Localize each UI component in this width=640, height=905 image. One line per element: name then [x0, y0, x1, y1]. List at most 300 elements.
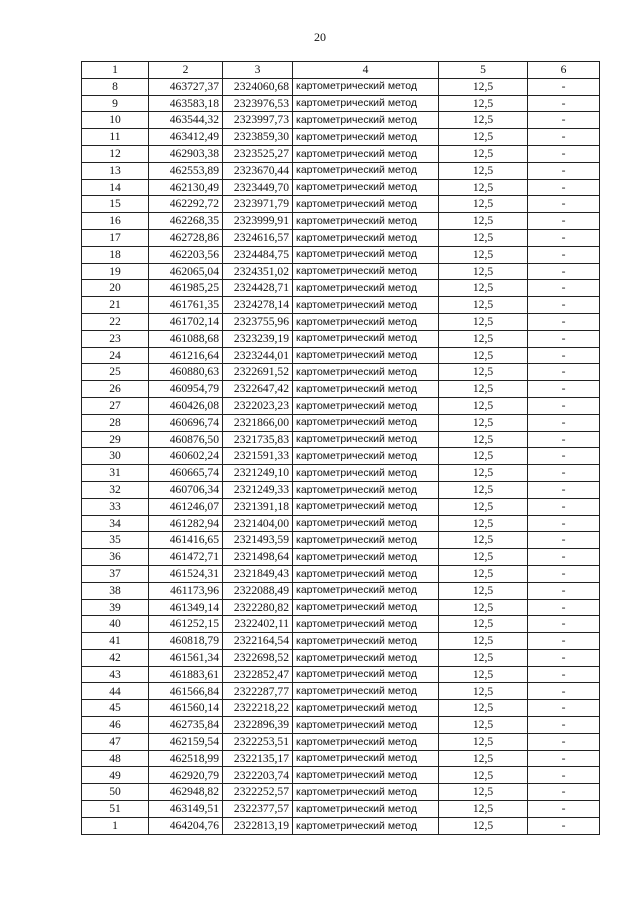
- method-cell: картометрический метод: [293, 784, 439, 801]
- table-row: [82, 515, 600, 532]
- accuracy-cell: 12,5: [439, 78, 528, 95]
- note-cell: -: [528, 565, 600, 582]
- point-number-cell: 45: [82, 700, 149, 717]
- point-number-cell: 25: [82, 364, 149, 381]
- method-cell: картометрический метод: [293, 582, 439, 599]
- y-coordinate-cell: 2322088,49: [223, 582, 293, 599]
- note-cell: -: [528, 817, 600, 834]
- note-cell: -: [528, 129, 600, 146]
- y-coordinate-cell: 2322691,52: [223, 364, 293, 381]
- note-cell: -: [528, 532, 600, 549]
- point-number-cell: 49: [82, 767, 149, 784]
- note-cell: -: [528, 95, 600, 112]
- accuracy-cell: 12,5: [439, 330, 528, 347]
- accuracy-cell: 12,5: [439, 599, 528, 616]
- accuracy-cell: 12,5: [439, 229, 528, 246]
- y-coordinate-cell: 2322203,74: [223, 767, 293, 784]
- method-cell: картометрический метод: [293, 498, 439, 515]
- accuracy-cell: 12,5: [439, 263, 528, 280]
- point-number-cell: 51: [82, 801, 149, 818]
- y-coordinate-cell: 2323244,01: [223, 347, 293, 364]
- method-cell: картометрический метод: [293, 683, 439, 700]
- method-cell: картометрический метод: [293, 347, 439, 364]
- y-coordinate-cell: 2322698,52: [223, 649, 293, 666]
- note-cell: -: [528, 700, 600, 717]
- table-row: [82, 750, 600, 767]
- method-cell: картометрический метод: [293, 297, 439, 314]
- point-number-cell: 26: [82, 381, 149, 398]
- accuracy-cell: 12,5: [439, 565, 528, 582]
- note-cell: -: [528, 717, 600, 734]
- y-coordinate-cell: 2321735,83: [223, 431, 293, 448]
- accuracy-cell: 12,5: [439, 95, 528, 112]
- point-number-cell: 30: [82, 448, 149, 465]
- x-coordinate-cell: 461566,84: [149, 683, 223, 700]
- method-cell: картометрический метод: [293, 213, 439, 230]
- y-coordinate-cell: 2322813,19: [223, 817, 293, 834]
- x-coordinate-cell: 460696,74: [149, 414, 223, 431]
- x-coordinate-cell: 462159,54: [149, 733, 223, 750]
- y-coordinate-cell: 2321591,33: [223, 448, 293, 465]
- accuracy-cell: 12,5: [439, 750, 528, 767]
- table-row: [82, 414, 600, 431]
- point-number-cell: 20: [82, 280, 149, 297]
- accuracy-cell: 12,5: [439, 717, 528, 734]
- point-number-cell: 12: [82, 145, 149, 162]
- y-coordinate-cell: 2322218,22: [223, 700, 293, 717]
- header-col-1: 1: [82, 62, 149, 79]
- accuracy-cell: 12,5: [439, 313, 528, 330]
- point-number-cell: 9: [82, 95, 149, 112]
- note-cell: -: [528, 364, 600, 381]
- x-coordinate-cell: 462292,72: [149, 196, 223, 213]
- note-cell: -: [528, 347, 600, 364]
- page-number: 20: [314, 30, 326, 44]
- table-row: [82, 196, 600, 213]
- accuracy-cell: 12,5: [439, 801, 528, 818]
- y-coordinate-cell: 2321391,18: [223, 498, 293, 515]
- note-cell: -: [528, 733, 600, 750]
- table-row: [82, 431, 600, 448]
- note-cell: -: [528, 414, 600, 431]
- x-coordinate-cell: 460602,24: [149, 448, 223, 465]
- x-coordinate-cell: 460880,63: [149, 364, 223, 381]
- table-row: [82, 801, 600, 818]
- point-number-cell: 27: [82, 397, 149, 414]
- method-cell: картометрический метод: [293, 465, 439, 482]
- y-coordinate-cell: 2323525,27: [223, 145, 293, 162]
- method-cell: картометрический метод: [293, 229, 439, 246]
- y-coordinate-cell: 2321404,00: [223, 515, 293, 532]
- table-row: [82, 129, 600, 146]
- point-number-cell: 23: [82, 330, 149, 347]
- y-coordinate-cell: 2322896,39: [223, 717, 293, 734]
- y-coordinate-cell: 2321249,33: [223, 481, 293, 498]
- note-cell: -: [528, 616, 600, 633]
- table-row: [82, 582, 600, 599]
- y-coordinate-cell: 2322280,82: [223, 599, 293, 616]
- y-coordinate-cell: 2322023,23: [223, 397, 293, 414]
- method-cell: картометрический метод: [293, 263, 439, 280]
- x-coordinate-cell: 462518,99: [149, 750, 223, 767]
- x-coordinate-cell: 464204,76: [149, 817, 223, 834]
- x-coordinate-cell: 463583,18: [149, 95, 223, 112]
- point-number-cell: 35: [82, 532, 149, 549]
- y-coordinate-cell: 2324484,75: [223, 246, 293, 263]
- method-cell: картометрический метод: [293, 649, 439, 666]
- header-col-4: 4: [293, 62, 439, 79]
- point-number-cell: 46: [82, 717, 149, 734]
- note-cell: -: [528, 246, 600, 263]
- point-number-cell: 18: [82, 246, 149, 263]
- table-row: [82, 817, 600, 834]
- method-cell: картометрический метод: [293, 599, 439, 616]
- x-coordinate-cell: 461173,96: [149, 582, 223, 599]
- note-cell: -: [528, 666, 600, 683]
- x-coordinate-cell: 461282,94: [149, 515, 223, 532]
- accuracy-cell: 12,5: [439, 465, 528, 482]
- note-cell: -: [528, 633, 600, 650]
- note-cell: -: [528, 582, 600, 599]
- method-cell: картометрический метод: [293, 750, 439, 767]
- point-number-cell: 24: [82, 347, 149, 364]
- table-row: [82, 78, 600, 95]
- accuracy-cell: 12,5: [439, 129, 528, 146]
- x-coordinate-cell: 460426,08: [149, 397, 223, 414]
- table-row: [82, 381, 600, 398]
- table-row: [82, 397, 600, 414]
- y-coordinate-cell: 2322377,57: [223, 801, 293, 818]
- header-col-6: 6: [528, 62, 600, 79]
- note-cell: -: [528, 750, 600, 767]
- accuracy-cell: 12,5: [439, 784, 528, 801]
- table-row: [82, 784, 600, 801]
- table-row: [82, 481, 600, 498]
- x-coordinate-cell: 462903,38: [149, 145, 223, 162]
- table-row: [82, 330, 600, 347]
- x-coordinate-cell: 462728,86: [149, 229, 223, 246]
- point-number-cell: 34: [82, 515, 149, 532]
- note-cell: -: [528, 280, 600, 297]
- accuracy-cell: 12,5: [439, 213, 528, 230]
- point-number-cell: 16: [82, 213, 149, 230]
- y-coordinate-cell: 2323999,91: [223, 213, 293, 230]
- x-coordinate-cell: 461524,31: [149, 565, 223, 582]
- accuracy-cell: 12,5: [439, 515, 528, 532]
- x-coordinate-cell: 461561,34: [149, 649, 223, 666]
- x-coordinate-cell: 460876,50: [149, 431, 223, 448]
- note-cell: -: [528, 549, 600, 566]
- accuracy-cell: 12,5: [439, 700, 528, 717]
- note-cell: -: [528, 515, 600, 532]
- method-cell: картометрический метод: [293, 448, 439, 465]
- x-coordinate-cell: 463727,37: [149, 78, 223, 95]
- point-number-cell: 19: [82, 263, 149, 280]
- y-coordinate-cell: 2322647,42: [223, 381, 293, 398]
- point-number-cell: 8: [82, 78, 149, 95]
- point-number-cell: 14: [82, 179, 149, 196]
- method-cell: картометрический метод: [293, 549, 439, 566]
- note-cell: -: [528, 498, 600, 515]
- x-coordinate-cell: 461472,71: [149, 549, 223, 566]
- table-row: [82, 649, 600, 666]
- table-row: [82, 666, 600, 683]
- accuracy-cell: 12,5: [439, 767, 528, 784]
- x-coordinate-cell: 460954,79: [149, 381, 223, 398]
- x-coordinate-cell: 461349,14: [149, 599, 223, 616]
- y-coordinate-cell: 2322253,51: [223, 733, 293, 750]
- header-col-2: 2: [149, 62, 223, 79]
- accuracy-cell: 12,5: [439, 817, 528, 834]
- table-row: [82, 448, 600, 465]
- y-coordinate-cell: 2324616,57: [223, 229, 293, 246]
- table-row: [82, 145, 600, 162]
- point-number-cell: 50: [82, 784, 149, 801]
- accuracy-cell: 12,5: [439, 179, 528, 196]
- method-cell: картометрический метод: [293, 616, 439, 633]
- method-cell: картометрический метод: [293, 801, 439, 818]
- x-coordinate-cell: 462948,82: [149, 784, 223, 801]
- y-coordinate-cell: 2322135,17: [223, 750, 293, 767]
- x-coordinate-cell: 460706,34: [149, 481, 223, 498]
- method-cell: картометрический метод: [293, 397, 439, 414]
- accuracy-cell: 12,5: [439, 633, 528, 650]
- table-row: [82, 683, 600, 700]
- method-cell: картометрический метод: [293, 431, 439, 448]
- y-coordinate-cell: 2321866,00: [223, 414, 293, 431]
- point-number-cell: 1: [82, 817, 149, 834]
- note-cell: -: [528, 78, 600, 95]
- method-cell: картометрический метод: [293, 633, 439, 650]
- method-cell: картометрический метод: [293, 246, 439, 263]
- accuracy-cell: 12,5: [439, 397, 528, 414]
- y-coordinate-cell: 2322164,54: [223, 633, 293, 650]
- x-coordinate-cell: 463544,32: [149, 112, 223, 129]
- x-coordinate-cell: 462203,56: [149, 246, 223, 263]
- table-row: [82, 313, 600, 330]
- note-cell: -: [528, 481, 600, 498]
- note-cell: -: [528, 801, 600, 818]
- method-cell: картометрический метод: [293, 767, 439, 784]
- note-cell: -: [528, 381, 600, 398]
- accuracy-cell: 12,5: [439, 414, 528, 431]
- accuracy-cell: 12,5: [439, 364, 528, 381]
- accuracy-cell: 12,5: [439, 162, 528, 179]
- note-cell: -: [528, 599, 600, 616]
- point-number-cell: 44: [82, 683, 149, 700]
- accuracy-cell: 12,5: [439, 616, 528, 633]
- y-coordinate-cell: 2321849,43: [223, 565, 293, 582]
- y-coordinate-cell: 2323239,19: [223, 330, 293, 347]
- x-coordinate-cell: 461883,61: [149, 666, 223, 683]
- method-cell: картометрический метод: [293, 515, 439, 532]
- x-coordinate-cell: 461416,65: [149, 532, 223, 549]
- table-header-row: [82, 62, 600, 79]
- table-row: [82, 297, 600, 314]
- point-number-cell: 40: [82, 616, 149, 633]
- y-coordinate-cell: 2322287,77: [223, 683, 293, 700]
- accuracy-cell: 12,5: [439, 649, 528, 666]
- point-number-cell: 29: [82, 431, 149, 448]
- point-number-cell: 41: [82, 633, 149, 650]
- method-cell: картометрический метод: [293, 381, 439, 398]
- point-number-cell: 36: [82, 549, 149, 566]
- note-cell: -: [528, 196, 600, 213]
- point-number-cell: 33: [82, 498, 149, 515]
- point-number-cell: 47: [82, 733, 149, 750]
- accuracy-cell: 12,5: [439, 347, 528, 364]
- accuracy-cell: 12,5: [439, 145, 528, 162]
- note-cell: -: [528, 229, 600, 246]
- method-cell: картометрический метод: [293, 414, 439, 431]
- point-number-cell: 31: [82, 465, 149, 482]
- y-coordinate-cell: 2324060,68: [223, 78, 293, 95]
- y-coordinate-cell: 2323997,73: [223, 112, 293, 129]
- point-number-cell: 22: [82, 313, 149, 330]
- x-coordinate-cell: 463412,49: [149, 129, 223, 146]
- note-cell: -: [528, 784, 600, 801]
- x-coordinate-cell: 462920,79: [149, 767, 223, 784]
- method-cell: картометрический метод: [293, 112, 439, 129]
- x-coordinate-cell: 460818,79: [149, 633, 223, 650]
- table-row: [82, 565, 600, 582]
- point-number-cell: 10: [82, 112, 149, 129]
- y-coordinate-cell: 2321498,64: [223, 549, 293, 566]
- y-coordinate-cell: 2322252,57: [223, 784, 293, 801]
- point-number-cell: 32: [82, 481, 149, 498]
- accuracy-cell: 12,5: [439, 733, 528, 750]
- x-coordinate-cell: 462735,84: [149, 717, 223, 734]
- point-number-cell: 28: [82, 414, 149, 431]
- accuracy-cell: 12,5: [439, 481, 528, 498]
- method-cell: картометрический метод: [293, 280, 439, 297]
- accuracy-cell: 12,5: [439, 112, 528, 129]
- table-row: [82, 263, 600, 280]
- y-coordinate-cell: 2321493,59: [223, 532, 293, 549]
- method-cell: картометрический метод: [293, 196, 439, 213]
- y-coordinate-cell: 2324428,71: [223, 280, 293, 297]
- table-row: [82, 498, 600, 515]
- x-coordinate-cell: 461702,14: [149, 313, 223, 330]
- note-cell: -: [528, 263, 600, 280]
- note-cell: -: [528, 683, 600, 700]
- table-row: [82, 246, 600, 263]
- table-row: [82, 633, 600, 650]
- method-cell: картометрический метод: [293, 700, 439, 717]
- point-number-cell: 39: [82, 599, 149, 616]
- table-row: [82, 229, 600, 246]
- point-number-cell: 37: [82, 565, 149, 582]
- table-row: [82, 532, 600, 549]
- note-cell: -: [528, 213, 600, 230]
- point-number-cell: 17: [82, 229, 149, 246]
- method-cell: картометрический метод: [293, 179, 439, 196]
- point-number-cell: 43: [82, 666, 149, 683]
- note-cell: -: [528, 297, 600, 314]
- accuracy-cell: 12,5: [439, 582, 528, 599]
- table-row: [82, 700, 600, 717]
- note-cell: -: [528, 431, 600, 448]
- note-cell: -: [528, 649, 600, 666]
- accuracy-cell: 12,5: [439, 381, 528, 398]
- method-cell: картометрический метод: [293, 481, 439, 498]
- x-coordinate-cell: 460665,74: [149, 465, 223, 482]
- method-cell: картометрический метод: [293, 313, 439, 330]
- y-coordinate-cell: 2322852,47: [223, 666, 293, 683]
- method-cell: картометрический метод: [293, 129, 439, 146]
- x-coordinate-cell: 461216,64: [149, 347, 223, 364]
- coordinates-table: [81, 61, 600, 835]
- accuracy-cell: 12,5: [439, 532, 528, 549]
- table-row: [82, 549, 600, 566]
- y-coordinate-cell: 2323976,53: [223, 95, 293, 112]
- accuracy-cell: 12,5: [439, 448, 528, 465]
- method-cell: картометрический метод: [293, 162, 439, 179]
- note-cell: -: [528, 330, 600, 347]
- y-coordinate-cell: 2322402,11: [223, 616, 293, 633]
- method-cell: картометрический метод: [293, 95, 439, 112]
- table-row: [82, 599, 600, 616]
- x-coordinate-cell: 462065,04: [149, 263, 223, 280]
- y-coordinate-cell: 2323755,96: [223, 313, 293, 330]
- point-number-cell: 13: [82, 162, 149, 179]
- accuracy-cell: 12,5: [439, 246, 528, 263]
- point-number-cell: 38: [82, 582, 149, 599]
- note-cell: -: [528, 397, 600, 414]
- header-col-5: 5: [439, 62, 528, 79]
- point-number-cell: 21: [82, 297, 149, 314]
- method-cell: картометрический метод: [293, 330, 439, 347]
- table-row: [82, 767, 600, 784]
- accuracy-cell: 12,5: [439, 666, 528, 683]
- method-cell: картометрический метод: [293, 717, 439, 734]
- x-coordinate-cell: 462130,49: [149, 179, 223, 196]
- note-cell: -: [528, 465, 600, 482]
- note-cell: -: [528, 448, 600, 465]
- accuracy-cell: 12,5: [439, 683, 528, 700]
- accuracy-cell: 12,5: [439, 196, 528, 213]
- method-cell: картометрический метод: [293, 733, 439, 750]
- table-body: [82, 78, 600, 834]
- x-coordinate-cell: 461761,35: [149, 297, 223, 314]
- method-cell: картометрический метод: [293, 364, 439, 381]
- note-cell: -: [528, 145, 600, 162]
- x-coordinate-cell: 461246,07: [149, 498, 223, 515]
- accuracy-cell: 12,5: [439, 297, 528, 314]
- table-row: [82, 162, 600, 179]
- accuracy-cell: 12,5: [439, 549, 528, 566]
- point-number-cell: 11: [82, 129, 149, 146]
- point-number-cell: 15: [82, 196, 149, 213]
- note-cell: -: [528, 162, 600, 179]
- table-row: [82, 717, 600, 734]
- y-coordinate-cell: 2323670,44: [223, 162, 293, 179]
- x-coordinate-cell: 462553,89: [149, 162, 223, 179]
- y-coordinate-cell: 2323859,30: [223, 129, 293, 146]
- table-row: [82, 347, 600, 364]
- x-coordinate-cell: 461985,25: [149, 280, 223, 297]
- accuracy-cell: 12,5: [439, 431, 528, 448]
- table-row: [82, 364, 600, 381]
- note-cell: -: [528, 767, 600, 784]
- note-cell: -: [528, 179, 600, 196]
- y-coordinate-cell: 2323971,79: [223, 196, 293, 213]
- method-cell: картометрический метод: [293, 666, 439, 683]
- accuracy-cell: 12,5: [439, 280, 528, 297]
- method-cell: картометрический метод: [293, 532, 439, 549]
- x-coordinate-cell: 462268,35: [149, 213, 223, 230]
- method-cell: картометрический метод: [293, 78, 439, 95]
